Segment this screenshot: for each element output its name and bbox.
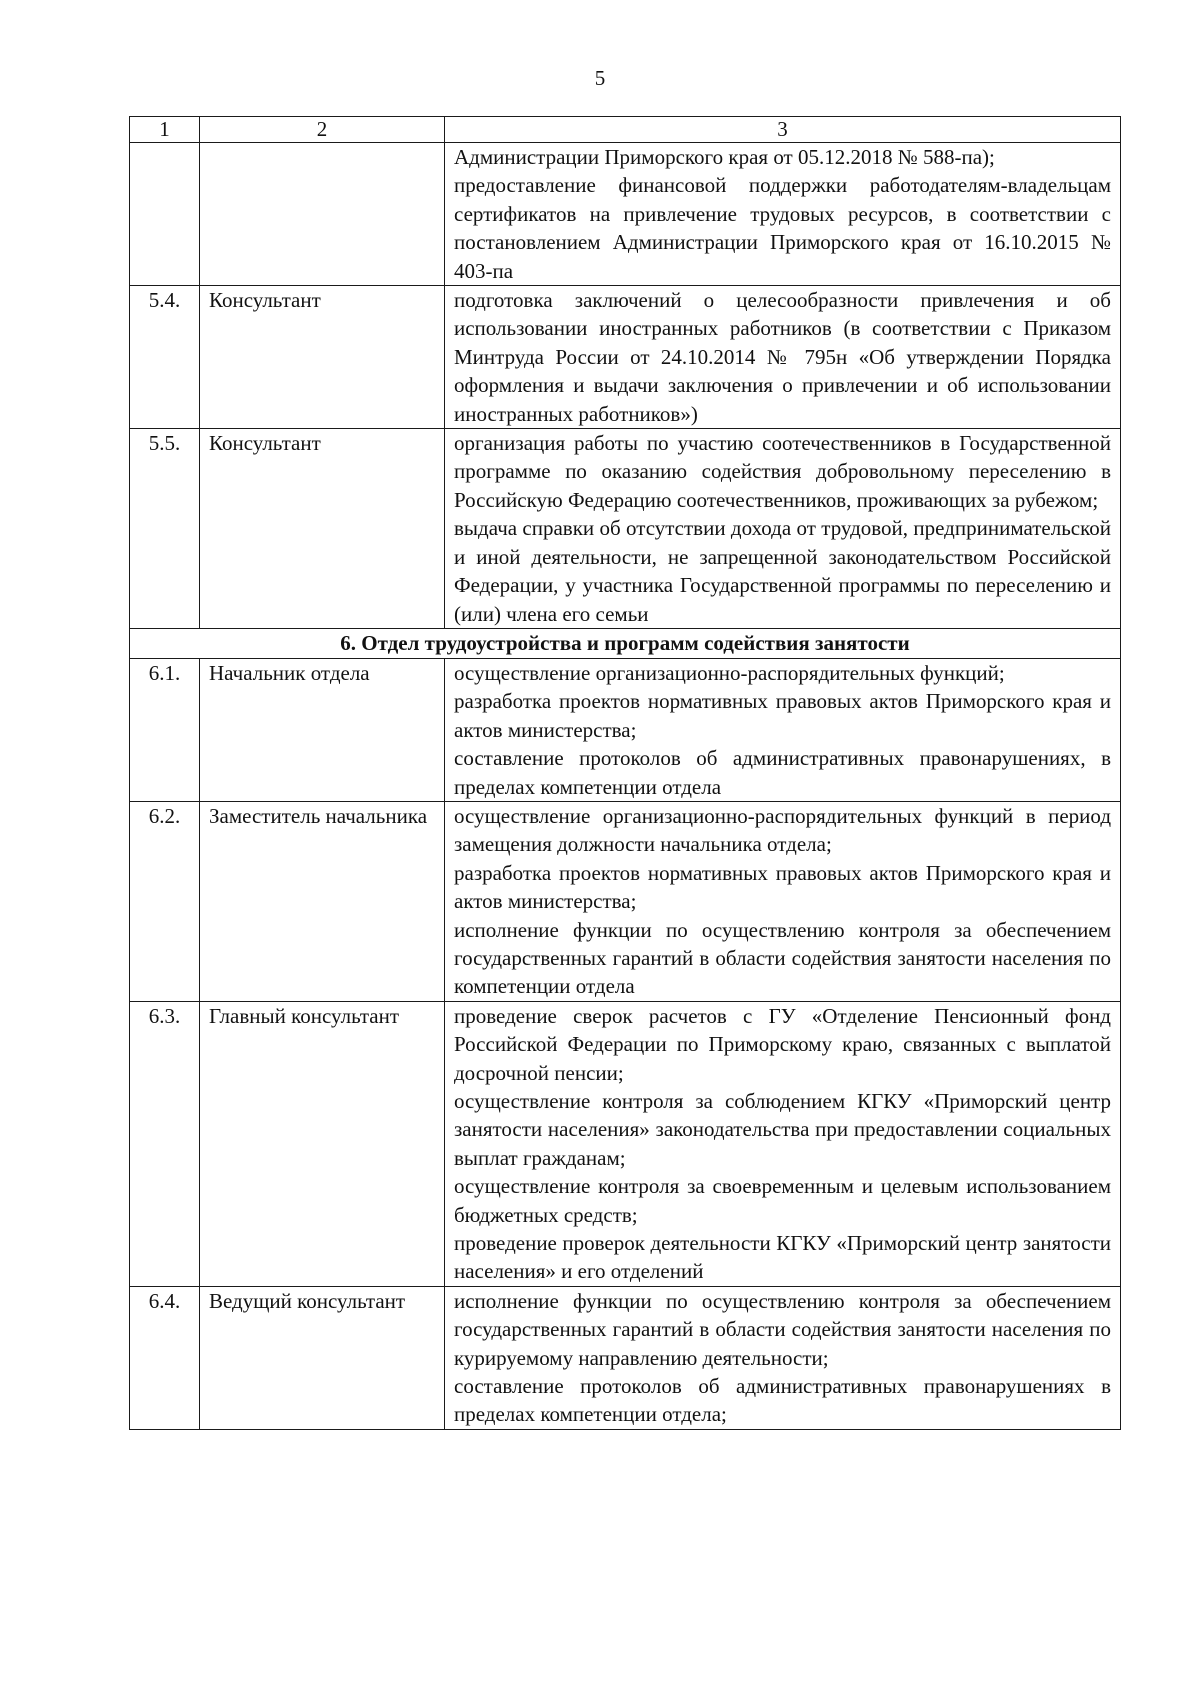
row-position: Главный консультант	[200, 1001, 445, 1286]
duty-item: подготовка заключений о целесообразности привлечения и об использовании иностранных работников (в соответствии с Приказом Минтруда России от 24.10.2014 № 795н «Об утверждении Порядка оформления и выдачи заключения о привлечении и об использовании иностранных работников»)	[454, 288, 1111, 426]
row-duties	[445, 1286, 1121, 1429]
row-duties	[445, 1001, 1121, 1286]
duty-item: проведение сверок расчетов с ГУ «Отделение Пенсионный фонд Российской Федерации по Приморскому краю, связанных с выплатой досрочной пенсии;	[454, 1003, 1111, 1085]
row-number	[130, 143, 200, 286]
column-header-1: 1	[130, 117, 200, 143]
row-duties	[445, 429, 1121, 629]
duty-item: предоставление финансовой поддержки работодателям-владельцам сертификатов на привлечение трудовых ресурсов, в соответствии с постановлением Администрации Приморского края от 16.10.2015 № 403-па	[454, 173, 1111, 283]
row-number: 6.3.	[130, 1001, 200, 1286]
row-position: Начальник отдела	[200, 658, 445, 801]
duty-item: осуществление контроля за соблюдением КГКУ «Приморский центр занятости населения» законодательства при предоставлении социальных выплат гражданам;	[454, 1089, 1111, 1170]
duty-item: составление протоколов об административных правонарушениях, в пределах компетенции отдела	[454, 746, 1111, 799]
section-title: 6. Отдел трудоустройства и программ содействия занятости	[130, 628, 1121, 658]
duties-table	[129, 116, 1121, 1430]
table-row	[130, 1286, 1121, 1429]
row-number: 6.1.	[130, 658, 200, 801]
row-position: Ведущий консультант	[200, 1286, 445, 1429]
row-position: Консультант	[200, 286, 445, 429]
duty-item: разработка проектов нормативных правовых актов Приморского края и актов министерства;	[454, 860, 1111, 914]
row-position: Заместитель начальника	[200, 801, 445, 1001]
row-duties	[445, 801, 1121, 1001]
duty-item: исполнение функции по осуществлению контроля за обеспечением государственных гарантий в области содействия занятости населения по курируемому направлению деятельности;	[454, 1288, 1111, 1370]
duty-item: организация работы по участию соотечественников в Государственной программе по оказанию содействия добровольному переселению в Российскую Федерацию соотечественников, проживающих за рубежом;	[454, 431, 1111, 512]
duty-item: проведение проверок деятельности КГКУ «Приморский центр занятости населения» и его отделений	[454, 1231, 1111, 1284]
section-header-row	[130, 628, 1121, 658]
duty-item: осуществление контроля за своевременным и целевым использованием бюджетных средств;	[454, 1174, 1111, 1227]
row-position	[200, 143, 445, 286]
duty-item: разработка проектов нормативных правовых актов Приморского края и актов министерства;	[454, 689, 1111, 742]
column-header-3: 3	[445, 117, 1121, 143]
duty-item: составление протоколов об административных правонарушениях в пределах компетенции отдела;	[454, 1374, 1111, 1427]
duty-item: осуществление организационно-распорядительных функций в период замещения должности начальника отдела;	[454, 803, 1111, 857]
table-row	[130, 286, 1121, 429]
row-duties	[445, 286, 1121, 429]
table-row	[130, 429, 1121, 629]
duty-item: Администрации Приморского края от 05.12.2018 № 588-па);	[454, 145, 995, 169]
table-row	[130, 658, 1121, 801]
table-row	[130, 801, 1121, 1001]
duty-item: осуществление организационно-распорядительных функций;	[454, 660, 1005, 685]
column-header-2: 2	[200, 117, 445, 143]
page-number: 5	[594, 66, 606, 90]
row-number: 6.2.	[130, 801, 200, 1001]
row-duties	[445, 658, 1121, 801]
row-position: Консультант	[200, 429, 445, 629]
duty-item: выдача справки об отсутствии дохода от трудовой, предпринимательской и иной деятельности, не запрещенной законодательством Российской Федерации, у участника Государственной программы по переселению и (или) члена его семьи	[454, 516, 1111, 626]
table-row	[130, 143, 1121, 286]
table-header-row	[130, 117, 1121, 143]
row-number: 6.4.	[130, 1286, 200, 1429]
row-number: 5.4.	[130, 286, 200, 429]
row-duties	[445, 143, 1121, 286]
duty-item: исполнение функции по осуществлению контроля за обеспечением государственных гарантий в области содействия занятости населения по компетенции отдела	[454, 917, 1111, 999]
row-number: 5.5.	[130, 429, 200, 629]
table-row	[130, 1001, 1121, 1286]
